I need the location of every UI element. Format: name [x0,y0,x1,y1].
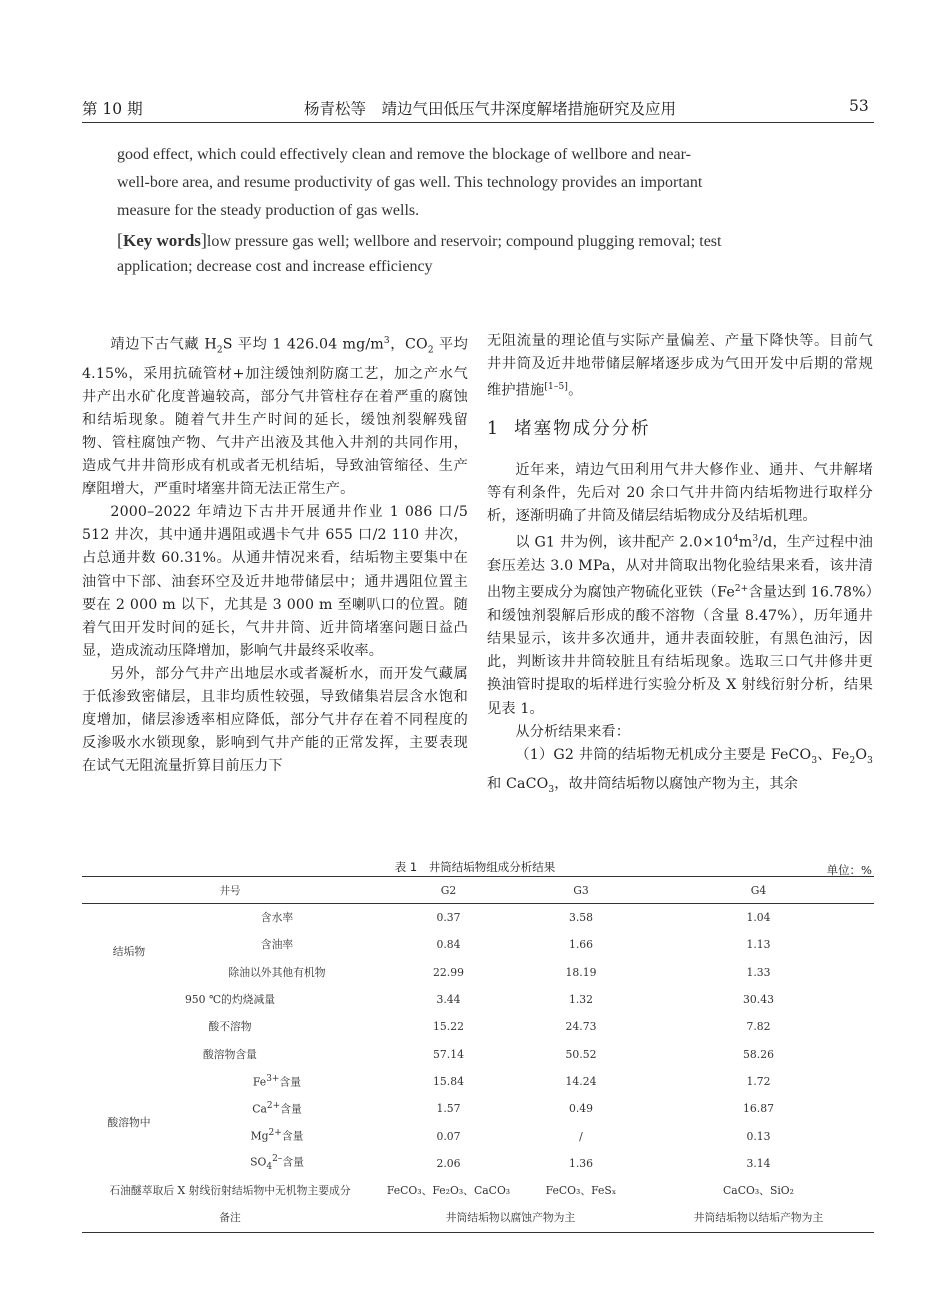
cell: 3.58 [568,911,594,925]
cell: CaCO₃、SiO₂ [723,1184,794,1198]
header-issue: 第 10 期 [82,100,143,118]
table-header-row [82,877,874,904]
row-label: 950 ℃的灼烧减量 [184,993,276,1007]
table-row [82,1068,874,1095]
cell: 井筒结垢物以腐蚀产物为主 [378,1204,643,1232]
group-scale: 结垢物 [112,944,146,958]
paragraph-6: 从分析结果来看： [515,723,631,740]
abstract-line-3: measure for the steady production of gas wells. [117,202,420,219]
cell: 3.44 [436,993,461,1007]
col-header-g4: G4 [643,877,874,904]
cell: 15.22 [433,1020,464,1034]
cell: 1.33 [746,965,771,979]
cell: 50.52 [565,1047,597,1061]
abstract-line-2: well-bore area, and resume productivity of gas well. This technology provides an important [117,174,703,191]
table-row [82,1177,874,1204]
row-label: $Fe^{3+}$含量 [252,1073,302,1089]
keywords-line-1: [Key words]low pressure gas well; wellbore and reservoir; compound plugging removal; test [117,230,722,250]
row-label: $SO_4^{2-}$含量 [250,1154,304,1173]
col-header-g3: G3 [519,877,643,904]
cell: 57.14 [433,1047,464,1061]
row-label: 除油以外其他有机物 [228,965,326,979]
cell: 18.19 [565,965,597,979]
cell: 0.84 [436,938,461,952]
table-row [82,1095,874,1122]
row-label: 石油醚萃取后 X 射线衍射结垢物中无机物主要成分 [109,1184,351,1198]
table-row [82,1204,874,1232]
composition-table [82,876,874,1233]
row-label: $Ca^{2+}$含量 [252,1100,302,1116]
cell: 井筒结垢物以结垢产物为主 [643,1204,874,1232]
row-label: 含油率 [260,938,294,952]
cell: 0.49 [568,1102,594,1116]
cell: 1.32 [568,993,594,1007]
row-label: 酸不溶物 [208,1020,252,1034]
paragraph-1: 靖边下古气藏 $H_2S$ 平均 1 426.04 $mg/m^3$，$CO_2$ 平均 4.15%，采用抗硫管材+加注缓蚀剂防腐工艺，加之产水气井产出水矿化度普遍较高，部分气井管柱存在着严重的腐蚀和结垢现象。随着气井生产时间的延长，缓蚀剂裂解残留物、管柱腐蚀产物、气井产出液及其他入井剂的共同作用，造成气井井筒形成有机或者无机结垢，导致油管缩径、生产摩阻增大，严重时堵塞井筒无法正常生产。 [82,336,468,498]
section-number: 1 [487,419,501,440]
cell: 0.13 [746,1129,771,1143]
cell: FeCO₃、Fe₂O₃、CaCO₃ [386,1184,511,1198]
keywords-line-2: application; decrease cost and increase efficiency [117,258,433,275]
header-title: 杨青松等 靖边气田低压气井深度解堵措施研究及应用 [304,100,677,118]
table-row [82,904,874,932]
table-unit: 单位：% [826,863,872,877]
paragraph-2: 2000–2022 年靖边下古井开展通井作业 1 086 口/5 512 井次，其中通井遇阻或遇卡气井 655 口/2 110 井次，占总通井数 60.31%。从通井情况来看，结垢物主要集中在油管中下部、油套环空及近井地带储层中；通井遇阻位置主要在 2 000 m 以下，尤其是 3 000 m 至喇叭口的位置。随着气田开发时间的延长，气井井筒、近井筒堵塞问题日益凸显，造成流动压降增加，影响气井最终采收率。 [82,504,468,659]
cell: 30.43 [743,993,774,1007]
cell: 1.72 [746,1074,771,1088]
page-number: 53 [849,97,869,115]
cell: / [579,1129,583,1143]
paragraph-5: 以 G1 井为例，该井配产 $2.0\times 10^4m^3/d$，生产过程中油套压差达 3.0 MPa，从对井筒取出物化验结果来看，该井清出物主要成分为腐蚀产物硫化亚铁（$Fe^{2+}$含量达到 16.78%）和缓蚀剂裂解后形成的酸不溶物（含量 8.47%），历年通井结果显示，该井多次通井，通井表面较脏，有黑色油污，因此，判断该井井筒较脏且有结垢现象。选取三口气井修井更换油管时提取的垢样进行实验分析及 X 射线衍射分析，结果见表 1。 [487,534,874,717]
cell: 2.06 [436,1156,461,1170]
row-label: 备注 [82,1204,378,1232]
cell: 1.66 [568,938,594,952]
section-title: 堵塞物成分分析 [514,419,651,440]
cell: 0.37 [436,911,461,925]
cell: 1.57 [436,1102,461,1116]
paragraph-3-continued: 无阻流量的理论值与实际产量偏差、产量下降快等。目前气井井筒及近井地带储层解堵逐步成为气田开发中后期的常规维护措施[1–5]。 [487,333,873,399]
body-left-column [82,330,468,778]
cell: 22.99 [433,965,464,979]
table-row [82,931,874,958]
cell: 1.36 [568,1156,594,1170]
cell: 14.24 [565,1074,597,1088]
table-row [82,1150,874,1177]
group-acid: 酸溶物中 [107,1115,151,1129]
cell: 3.14 [746,1156,771,1170]
row-label: 酸溶物含量 [203,1047,257,1061]
cell: 16.87 [743,1102,774,1116]
table-row [82,1040,874,1067]
paragraph-4: 近年来，靖边气田利用气井大修作业、通井、气井解堵等有利条件，先后对 20 余口气井井筒内结垢物进行取样分析，逐渐明确了井筒及储层结垢物成分及结垢机理。 [487,462,873,525]
col-header-well: 井号 [82,877,378,904]
paragraph-7: （1）G2 井筒的结垢物无机成分主要是 FeCO$_3$、$Fe_2O_3$ 和 CaCO$_3$，故井筒结垢物以腐蚀产物为主，其余 [487,746,873,795]
table-row [82,986,874,1013]
cell: 58.26 [743,1047,774,1061]
cell: FeCO₃、FeSₓ [545,1184,617,1198]
keywords-label: Key words [123,231,201,250]
row-label: 含水率 [260,911,294,925]
body-right-column [487,330,873,802]
header-rule [82,122,874,123]
keywords-text-1: low pressure gas well; wellbore and reservoir; compound plugging removal; test [206,233,722,250]
table-title: 表 1 井筒结垢物组成分析结果 [394,860,556,874]
table-row [82,1013,874,1040]
table-row [82,959,874,986]
paragraph-3: 另外，部分气井产出地层水或者凝析水，而开发气藏属于低渗致密储层，且非均质性较强，导致储集岩层含水饱和度增加，储层渗透率相应降低，部分气井存在着不同程度的反渗吸水水锁现象，影响到气井产能的正常发挥，主要表现在试气无阻流量折算目前压力下 [82,665,468,775]
citation-ref: [1–5] [544,382,569,393]
cell: 0.07 [436,1129,461,1143]
cell: 15.84 [433,1074,464,1088]
section-heading [487,418,873,441]
col-header-g2: G2 [378,877,519,904]
row-label: $Mg^{2+}$含量 [250,1128,304,1143]
abstract-line-1: good effect, which could effectively clean and remove the blockage of wellbore and near- [117,146,691,163]
cell: 1.13 [746,938,771,952]
table-row [82,1122,874,1149]
cell: 24.73 [565,1020,597,1034]
cell: 1.04 [746,911,771,925]
cell: 7.82 [746,1020,771,1034]
